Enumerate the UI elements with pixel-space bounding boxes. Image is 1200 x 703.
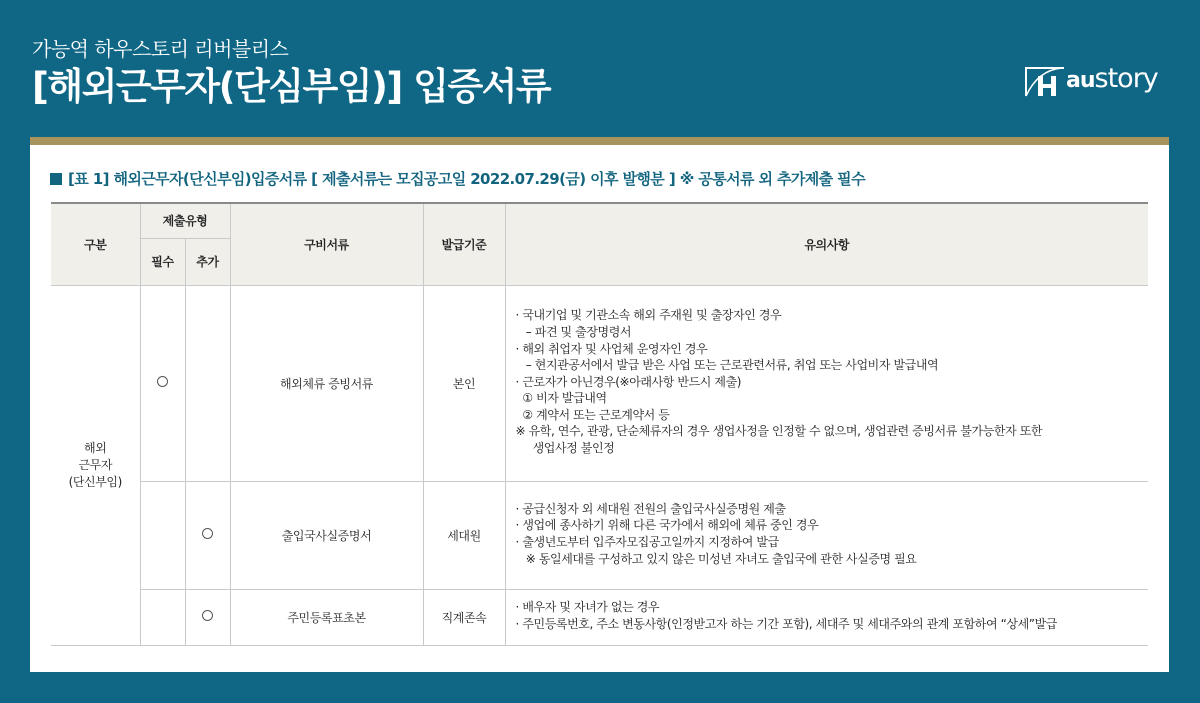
header-required: 필수 [140,238,185,285]
additional-cell [185,285,230,481]
circle-mark-icon [202,610,213,621]
additional-cell [185,589,230,645]
note-line: · 공급신청자 외 세대원 전원의 출입국사실증명원 제출 [515,501,786,516]
document-cell: 해외체류 증빙서류 [230,285,423,481]
note-line: 생업사정 불인정 [515,441,615,456]
document-cell: 출입국사실증명서 [230,481,423,589]
note-line: · 국내기업 및 기관소속 해외 주재원 및 출장자인 경우 [515,308,782,323]
haustory-logo [1024,60,1170,100]
gold-divider [30,137,1169,145]
note-line: · 배우자 및 자녀가 없는 경우 [515,600,660,615]
note-line: ※ 동일세대를 구성하고 있지 않은 미성년 자녀도 출입국에 관한 사실증명 필요 [515,551,917,566]
circle-mark-icon [157,376,168,387]
issue-basis-cell: 세대원 [423,481,505,589]
page-title: [해외근무자(단심부임)] 입증서류 [32,65,551,108]
content-panel [30,145,1169,672]
issue-basis-cell: 본인 [423,285,505,481]
note-line: – 파견 및 출장명령서 [515,324,632,339]
table-row [51,285,1148,481]
note-line: · 생업에 종사하기 위해 다른 국가에서 해외에 체류 중인 경우 [515,518,819,533]
required-cell [140,589,185,645]
header-issue-basis: 발급기준 [423,203,505,285]
documents-table [51,202,1148,646]
circle-mark-icon [202,528,213,539]
table-caption [50,168,865,189]
header-submit-type: 제출유형 [140,203,230,238]
note-line: ※ 유학, 연수, 관광, 단순체류자의 경우 생업사정을 인정할 수 없으며, 생업관련 증빙서류 불가능한자 또한 [515,424,1043,439]
document-cell: 주민등록표초본 [230,589,423,645]
note-line: · 해외 취업자 및 사업체 운영자인 경우 [515,341,708,356]
table-row [51,481,1148,589]
category-cell [51,285,140,645]
required-cell [140,285,185,481]
note-line: · 근로자가 아닌경우(※아래사항 반드시 제출) [515,374,742,389]
notes-cell [505,481,1148,589]
required-cell [140,481,185,589]
notes-cell [505,589,1148,645]
category-label: 해외 근무자 (단신부임) [68,440,122,489]
note-line: · 출생년도부터 입주자모집공고일까지 지정하여 발급 [515,535,779,549]
header-documents: 구비서류 [230,203,423,285]
notes-cell [505,285,1148,481]
page-subtitle: 가능역 하우스토리 리버블리스 [32,37,289,61]
header-category: 구분 [51,203,140,285]
issue-basis-cell: 직계존속 [423,589,505,645]
square-bullet-icon [50,173,62,185]
note-line: – 현지관공서에서 발급 받은 사업 또는 근로관련서류, 취업 또는 사업비자 발급내역 [515,358,939,373]
logo-text: austory [1066,63,1158,94]
additional-cell [185,481,230,589]
header-additional: 추가 [185,238,230,285]
table-caption-text: [표 1] 해외근무자(단신부임)입증서류 [ 제출서류는 모집공고일 2022.07.29(금) 이후 발행분 ] ※ 공통서류 외 추가제출 필수 [68,170,865,188]
page-header [32,36,550,110]
note-line: · 주민등록번호, 주소 변동사항(인정받고자 하는 기간 포함), 세대주 및 세대주와의 관계 포함하여 “상세”발급 [515,617,1057,631]
note-line: ① 비자 발급내역 [515,391,607,406]
header-notes: 유의사항 [505,203,1148,285]
logo-mark-icon [1024,62,1070,98]
table-row [51,589,1148,645]
note-line: ② 계약서 또는 근로계약서 등 [515,407,670,422]
